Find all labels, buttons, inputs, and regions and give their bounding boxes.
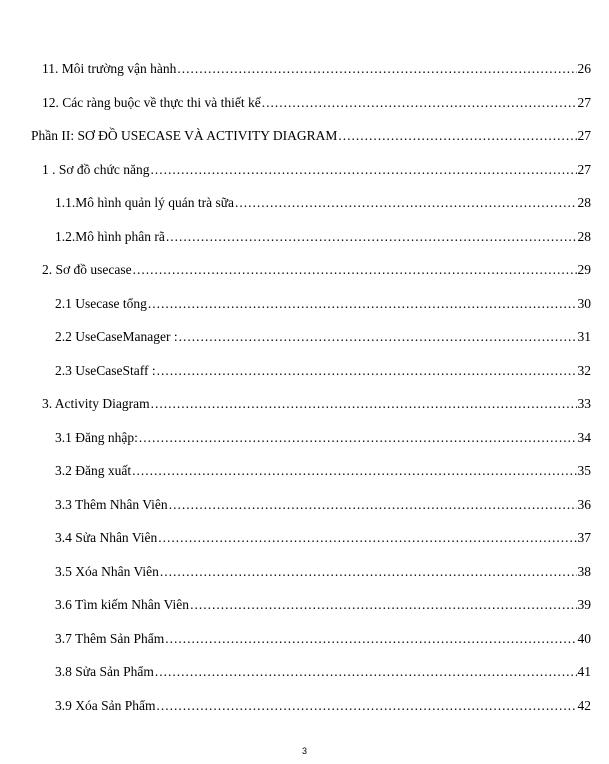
toc-entry[interactable] — [42, 56, 591, 78]
toc-entry-title: 3.7 Thêm Sản Phẩm — [55, 630, 165, 646]
toc-entry-page: 34 — [577, 429, 591, 445]
dot-leader — [160, 563, 577, 581]
toc-entry[interactable] — [55, 458, 591, 480]
toc-entry-page: 40 — [577, 630, 591, 646]
toc-entry-page: 38 — [577, 563, 591, 579]
toc-entry-page: 37 — [577, 530, 591, 545]
toc-entry-title: 3.4 Sửa Nhân Viên — [55, 530, 158, 545]
toc-entry[interactable] — [55, 626, 591, 648]
toc-entry-page: 26 — [577, 61, 591, 76]
toc-entry[interactable] — [55, 492, 591, 514]
dot-leader — [262, 94, 577, 112]
toc-entry-title: 3.1 Đăng nhập: — [55, 429, 138, 445]
toc-entry[interactable] — [55, 559, 591, 581]
toc-entry-title: 11. Môi trường vận hành — [42, 61, 177, 76]
toc-entry-page: 28 — [577, 195, 591, 210]
toc-entry-title: 1.2.Mô hình phân rã — [55, 228, 165, 244]
dot-leader — [165, 630, 576, 648]
toc-entry[interactable] — [55, 693, 591, 715]
toc-entry-page: 30 — [577, 295, 591, 311]
toc-entry-title: 3.3 Thêm Nhân Viên — [55, 496, 168, 512]
toc-entry-page: 27 — [577, 94, 591, 110]
dot-leader — [150, 161, 576, 179]
toc-entry-title: 1 . Sơ đồ chức năng — [42, 161, 150, 177]
toc-entry-page: 29 — [577, 262, 591, 277]
toc-entry-page: 27 — [577, 128, 591, 143]
toc-entry-page: 33 — [577, 396, 591, 411]
toc-entry[interactable] — [55, 425, 591, 447]
dot-leader — [157, 362, 577, 380]
dot-leader — [169, 496, 577, 514]
page-number: 3 — [301, 746, 307, 756]
dot-leader — [338, 127, 576, 145]
dot-leader — [190, 596, 576, 614]
toc-entry-title: 3.8 Sửa Sản Phẩm — [55, 664, 154, 679]
toc-entry[interactable] — [55, 358, 591, 380]
dot-leader — [139, 429, 577, 447]
toc-entry-title: 3.5 Xóa Nhân Viên — [55, 563, 159, 579]
toc-entry[interactable] — [55, 224, 591, 246]
toc-entry[interactable] — [55, 324, 591, 346]
toc-entry-title: 2.1 Usecase tổng — [55, 295, 147, 311]
toc-entry-page: 36 — [577, 496, 591, 512]
toc-entry-page: 41 — [577, 664, 591, 679]
toc-entry-title: 2.2 UseCaseManager : — [55, 329, 178, 344]
toc-entry[interactable] — [42, 157, 591, 179]
toc-entry-title: 12. Các ràng buộc về thực thi và thiết kế — [42, 94, 261, 110]
dot-leader — [179, 328, 577, 346]
toc-entry[interactable] — [55, 190, 591, 212]
dot-leader — [148, 295, 577, 313]
toc-entry-page: 31 — [577, 329, 591, 344]
dot-leader — [133, 261, 577, 279]
toc-entry-page: 39 — [577, 597, 591, 612]
toc-entry-title: 3.6 Tìm kiếm Nhân Viên — [55, 597, 190, 612]
toc-entry-title: 1.1.Mô hình quản lý quán trà sữa — [55, 195, 235, 210]
dot-leader — [157, 697, 577, 715]
toc-entry-page: 28 — [577, 228, 591, 244]
dot-leader — [155, 663, 577, 681]
dot-leader — [166, 228, 577, 246]
toc-entry-title: 2.3 UseCaseStaff : — [55, 362, 156, 378]
toc-entry-title: 3.2 Đăng xuất — [55, 463, 132, 478]
toc-entry-title: Phần II: SƠ ĐỒ USECASE VÀ ACTIVITY DIAGRAM — [31, 128, 338, 143]
toc-entry-title: 3.9 Xóa Sản Phẩm — [55, 697, 156, 713]
toc-entry[interactable] — [42, 257, 591, 279]
toc-entry-page: 42 — [577, 697, 591, 713]
toc-entry[interactable] — [55, 592, 591, 614]
toc-entry[interactable] — [55, 525, 591, 547]
dot-leader — [158, 529, 576, 547]
toc-entry[interactable] — [42, 391, 591, 413]
toc-entry-title: 3. Activity Diagram — [42, 396, 150, 411]
toc-entry-page: 32 — [577, 362, 591, 378]
dot-leader — [235, 194, 576, 212]
toc-entry[interactable] — [55, 291, 591, 313]
dot-leader — [132, 462, 576, 480]
toc-entry[interactable] — [42, 90, 591, 112]
dot-leader — [177, 60, 576, 78]
toc-entry-title: 2. Sơ đồ usecase — [42, 262, 132, 277]
toc-entry-page: 35 — [577, 463, 591, 478]
toc-entry[interactable] — [31, 123, 591, 145]
dot-leader — [151, 395, 577, 413]
toc-entry[interactable] — [55, 659, 591, 681]
toc-entry-page: 27 — [577, 161, 591, 177]
